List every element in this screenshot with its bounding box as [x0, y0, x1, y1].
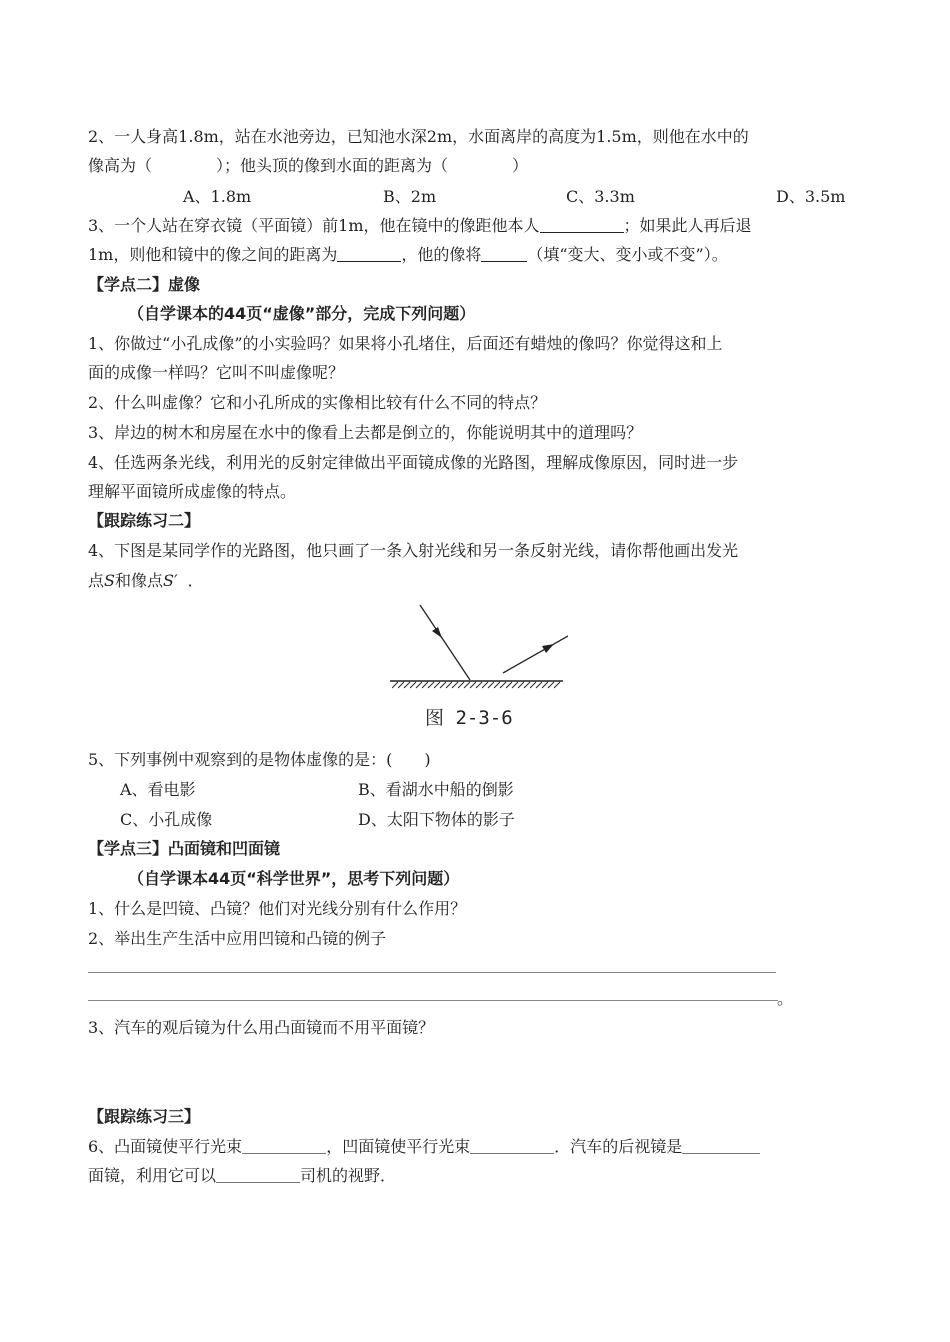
answer-line-1[interactable]	[88, 972, 776, 973]
q2-line2: 像高为（ ）；他头顶的像到水面的距离为（ ）	[88, 156, 529, 175]
practice2-q4-line1: 4、下图是某同学作的光路图，他只画了一条入射光线和另一条反射光线，请你帮他画出发光	[88, 541, 739, 560]
q3-text-4: ，他的像将	[401, 245, 482, 264]
q6-blank-4[interactable]	[216, 1166, 300, 1183]
practice2-q4-text-pre: 点	[88, 571, 105, 590]
section2-q3: 3、岸边的树木和房屋在水中的像看上去都是倒立的，你能说明其中的道理吗？	[88, 423, 643, 442]
q3-blank-2[interactable]	[337, 245, 401, 262]
q3-line1	[88, 215, 752, 237]
figure-caption: 图 2-3-6	[425, 707, 513, 729]
q5-option-b: B、看湖水中船的倒影	[358, 780, 514, 799]
q5-option-a: A、看电影	[120, 780, 196, 799]
q6-text-3: ．汽车的后视镜是	[554, 1137, 683, 1156]
incident-ray	[420, 605, 470, 680]
q6-blank-2[interactable]	[470, 1137, 554, 1154]
incident-ray-arrow	[432, 627, 442, 638]
q6-text-2: ，凹面镜使平行光束	[326, 1137, 471, 1156]
section2-q1-line1: 1、你做过“小孔成像”的小实验吗？如果将小孔堵住，后面还有蜡烛的像吗？你觉得这和上	[88, 334, 723, 353]
section2-title: 【学点二】虚像	[88, 275, 201, 294]
mirror-hatching	[392, 682, 560, 688]
section3-q3: 3、汽车的观后镜为什么用凸面镜而不用平面镜？	[88, 1018, 435, 1037]
q3-text-2: ；如果此人再后退	[623, 216, 752, 235]
q6-text-1: 6、凸面镜使平行光束	[88, 1137, 243, 1156]
practice2-q4-text-mid: 和像点	[114, 571, 163, 590]
section2-subtitle: （自学课本的44页“虚像”部分，完成下列问题）	[128, 304, 476, 323]
q3-blank-1[interactable]	[540, 216, 624, 233]
point-s-prime-label: S′	[163, 571, 178, 590]
section3-subtitle: （自学课本44页“科学世界”，思考下列问题）	[128, 869, 460, 888]
q3-line2	[88, 244, 728, 266]
reflected-ray-arrow	[542, 644, 554, 653]
q3-blank-3[interactable]	[481, 245, 527, 262]
q2-option-a: A、1.8m	[183, 187, 252, 206]
q2-option-c: C、3.3m	[566, 187, 635, 206]
practice2-q4-line2	[88, 570, 204, 592]
light-path-figure	[388, 603, 568, 693]
practice3-q6-line1	[88, 1136, 760, 1158]
q6-blank-3[interactable]	[682, 1137, 760, 1154]
q2-line1: 2、一人身高1.8m，站在水池旁边，已知池水深2m，水面离岸的高度为1.5m，则他在水中的	[88, 127, 749, 146]
section3-q2: 2、举出生产生活中应用凹镜和凸镜的例子	[88, 929, 387, 948]
practice2-q4-text-end: ．	[187, 571, 204, 590]
point-s-label: S	[104, 571, 115, 590]
q5-option-c: C、小孔成像	[120, 810, 213, 829]
q6-text-4: 面镜，利用它可以	[88, 1166, 217, 1185]
practice3-title: 【跟踪练习三】	[88, 1107, 201, 1126]
q2-option-d: D、3.5m	[776, 187, 846, 206]
q3-text-1: 3、一个人站在穿衣镜（平面镜）前1m，他在镜中的像距他本人	[88, 216, 540, 235]
practice3-q6-line2	[88, 1165, 396, 1187]
practice2-title: 【跟踪练习二】	[88, 511, 201, 530]
section2-q2: 2、什么叫虚像？它和小孔所成的实像相比较有什么不同的特点？	[88, 393, 547, 412]
q2-option-b: B、2m	[383, 187, 437, 206]
section2-q4-line2: 理解平面镜所成虚像的特点。	[88, 482, 297, 501]
q6-text-5: 司机的视野．	[300, 1166, 397, 1185]
q3-text-3: 1m，则他和镜中的像之间的距离为	[88, 245, 338, 264]
q5-option-d: D、太阳下物体的影子	[358, 810, 515, 829]
answer-period: 。	[777, 989, 794, 1008]
q3-text-5: （填“变大、变小或不变”）。	[527, 245, 728, 264]
reflected-ray	[503, 620, 568, 673]
section3-title: 【学点三】凸面镜和凹面镜	[88, 839, 281, 858]
q6-blank-1[interactable]	[242, 1137, 326, 1154]
section2-q1-line2: 面的成像一样吗？它叫不叫虚像呢？	[88, 363, 345, 382]
practice2-q5: 5、下列事例中观察到的是物体虚像的是：( )	[88, 750, 431, 769]
answer-line-2[interactable]	[88, 1000, 778, 1001]
section3-q1: 1、什么是凹镜、凸镜？他们对光线分别有什么作用？	[88, 899, 467, 918]
section2-q4-line1: 4、任选两条光线，利用光的反射定律做出平面镜成像的光路图，理解成像原因，同时进一步	[88, 453, 739, 472]
